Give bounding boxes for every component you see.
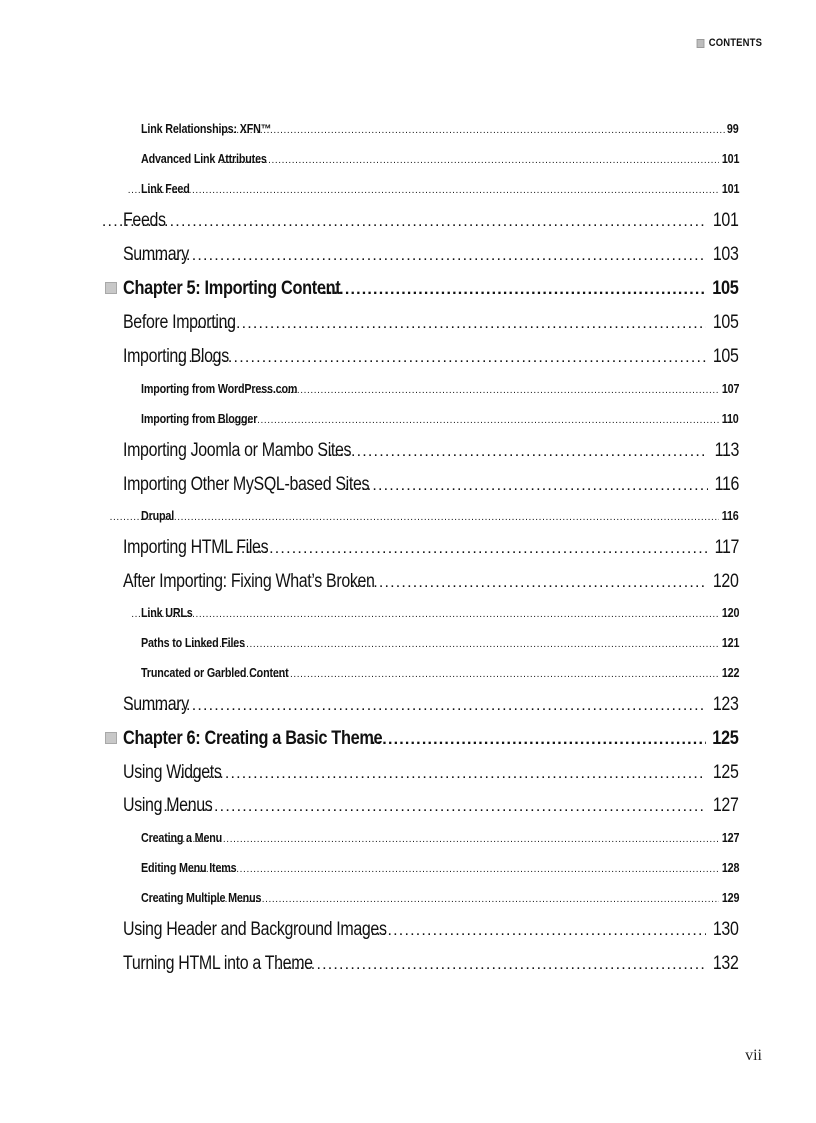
dot-leader <box>168 765 706 783</box>
toc-chapter-entry[interactable] <box>123 278 739 300</box>
toc-entry-title: Importing Joomla or Mambo Sites <box>123 440 352 461</box>
toc-entry-page: 127 <box>713 795 739 816</box>
toc-entry-page: 130 <box>713 919 739 940</box>
toc-entry[interactable] <box>141 122 739 136</box>
toc-entry-page: 120 <box>721 606 739 620</box>
dot-leader <box>217 155 718 166</box>
toc-entry-title: Creating Multiple Menus <box>141 891 262 905</box>
toc-entry[interactable] <box>123 537 739 559</box>
toc-entry-title: Importing Blogs <box>123 346 229 367</box>
toc-entry[interactable] <box>141 382 739 396</box>
dot-leader <box>128 185 719 196</box>
toc-entry-page: 122 <box>721 666 739 680</box>
toc-entry-title: Using Widgets <box>123 762 222 783</box>
dot-leader <box>192 639 719 650</box>
toc-entry-page: 125 <box>712 728 739 749</box>
toc-entry-page: 116 <box>714 474 739 495</box>
toc-entry-page: 101 <box>713 210 739 231</box>
toc-entry-page: 116 <box>722 509 739 523</box>
toc-entry[interactable] <box>123 919 739 941</box>
dot-leader <box>243 669 719 680</box>
toc-entry-title: Turning HTML into a Theme <box>123 953 313 974</box>
toc-entry-title: Chapter 6: Creating a Basic Theme <box>123 728 383 749</box>
toc-entry-page: 127 <box>721 831 739 845</box>
toc-entry-title: Editing Menu Items <box>141 861 237 875</box>
dot-leader <box>110 512 720 523</box>
running-header <box>697 37 762 49</box>
toc-entry-title: Importing Other MySQL-based Sites <box>123 474 370 495</box>
dot-leader <box>182 864 718 875</box>
dot-leader <box>371 731 706 749</box>
dot-leader <box>344 477 708 495</box>
running-header-label: CONTENTS <box>708 37 762 49</box>
toc-entry-title: Drupal <box>141 509 175 523</box>
toc-entry[interactable] <box>123 210 739 232</box>
toc-entry[interactable] <box>123 953 739 975</box>
toc-entry-title: Summary <box>123 244 189 265</box>
toc-entry-title: Importing from Blogger <box>141 412 258 426</box>
toc-entry[interactable] <box>123 244 739 266</box>
dot-leader <box>166 834 719 845</box>
dot-leader <box>223 125 726 136</box>
toc-entry-page: 101 <box>721 182 739 196</box>
dot-leader <box>177 349 706 367</box>
chapter-square-icon <box>105 282 117 294</box>
dot-leader <box>323 443 708 461</box>
toc-entry[interactable] <box>141 412 739 426</box>
toc-entry-title: Paths to Linked Files <box>141 636 245 650</box>
square-bullet-icon <box>697 39 705 48</box>
page-number: vii <box>745 1047 762 1064</box>
toc-entry[interactable] <box>123 795 739 817</box>
toc-entry-title: Importing from WordPress.com <box>141 382 298 396</box>
dot-leader <box>158 798 707 816</box>
toc-entry[interactable] <box>123 762 739 784</box>
toc-entry[interactable] <box>141 152 739 166</box>
toc-entry-page: 117 <box>714 537 739 558</box>
toc-chapter-entry[interactable] <box>123 728 739 750</box>
toc-entry-page: 113 <box>714 440 739 461</box>
toc-entry[interactable] <box>123 440 739 462</box>
toc-entry-page: 132 <box>713 953 739 974</box>
toc-entry[interactable] <box>141 891 739 905</box>
dot-leader <box>102 213 707 231</box>
dot-leader <box>131 609 718 620</box>
toc-entry[interactable] <box>141 182 739 196</box>
toc-entry-title: Advanced Link Attributes <box>141 152 267 166</box>
toc-entry-title: After Importing: Fixing What’s Broken <box>123 571 375 592</box>
toc-entry-page: 128 <box>721 861 739 875</box>
toc-entry-title: Truncated or Garbled Content <box>141 666 289 680</box>
toc-entry-page: 105 <box>713 312 739 333</box>
toc-entry-page: 125 <box>713 762 739 783</box>
toc-entry[interactable] <box>141 861 739 875</box>
toc-entry-page: 101 <box>721 152 739 166</box>
dot-leader <box>185 315 706 333</box>
dot-leader <box>351 574 707 592</box>
toc-entry[interactable] <box>123 694 739 716</box>
toc-entry[interactable] <box>123 474 739 496</box>
toc-entry-title: Link Feed <box>141 182 190 196</box>
toc-entry[interactable] <box>141 636 739 650</box>
dot-leader <box>130 697 707 715</box>
toc-entry[interactable] <box>141 666 739 680</box>
toc-entry-page: 120 <box>713 571 739 592</box>
toc-entry-page: 121 <box>721 636 739 650</box>
toc-entry[interactable] <box>141 509 739 523</box>
toc-entry-title: Chapter 5: Importing Content <box>123 278 341 299</box>
toc-entry[interactable] <box>123 346 739 368</box>
toc-entry-page: 105 <box>713 346 739 367</box>
toc-entry-page: 129 <box>721 891 739 905</box>
toc-entry-title: Link URLs <box>141 606 193 620</box>
dot-leader <box>253 385 719 396</box>
toc-entry[interactable] <box>123 312 739 334</box>
toc-entry-page: 103 <box>713 244 739 265</box>
toc-entry-page: 99 <box>727 122 739 136</box>
dot-leader <box>130 247 707 265</box>
toc-entry-title: Before Importing <box>123 312 236 333</box>
toc-entry-page: 105 <box>712 278 739 299</box>
toc-entry-title: Summary <box>123 694 189 715</box>
dot-leader <box>211 894 719 905</box>
toc-entry[interactable] <box>141 831 739 845</box>
dot-leader <box>224 540 708 558</box>
toc-entry-page: 110 <box>722 412 739 426</box>
toc-entry-title: Using Header and Background Images <box>123 919 387 940</box>
toc-entry-title: Feeds <box>123 210 166 231</box>
toc-entry-title: Link Relationships: XFN™ <box>141 122 272 136</box>
toc-entry-title: Using Menus <box>123 795 213 816</box>
dot-leader <box>206 415 719 426</box>
toc-entry-title: Creating a Menu <box>141 831 223 845</box>
dot-leader <box>322 281 706 299</box>
toc-entry[interactable] <box>123 571 739 593</box>
chapter-square-icon <box>105 732 117 744</box>
toc-entry-title: Importing HTML Files <box>123 537 269 558</box>
dot-leader <box>365 922 707 940</box>
toc-entry-page: 123 <box>713 694 739 715</box>
toc-entry-page: 107 <box>721 382 739 396</box>
dot-leader <box>277 956 707 974</box>
toc-entry[interactable] <box>141 606 739 620</box>
